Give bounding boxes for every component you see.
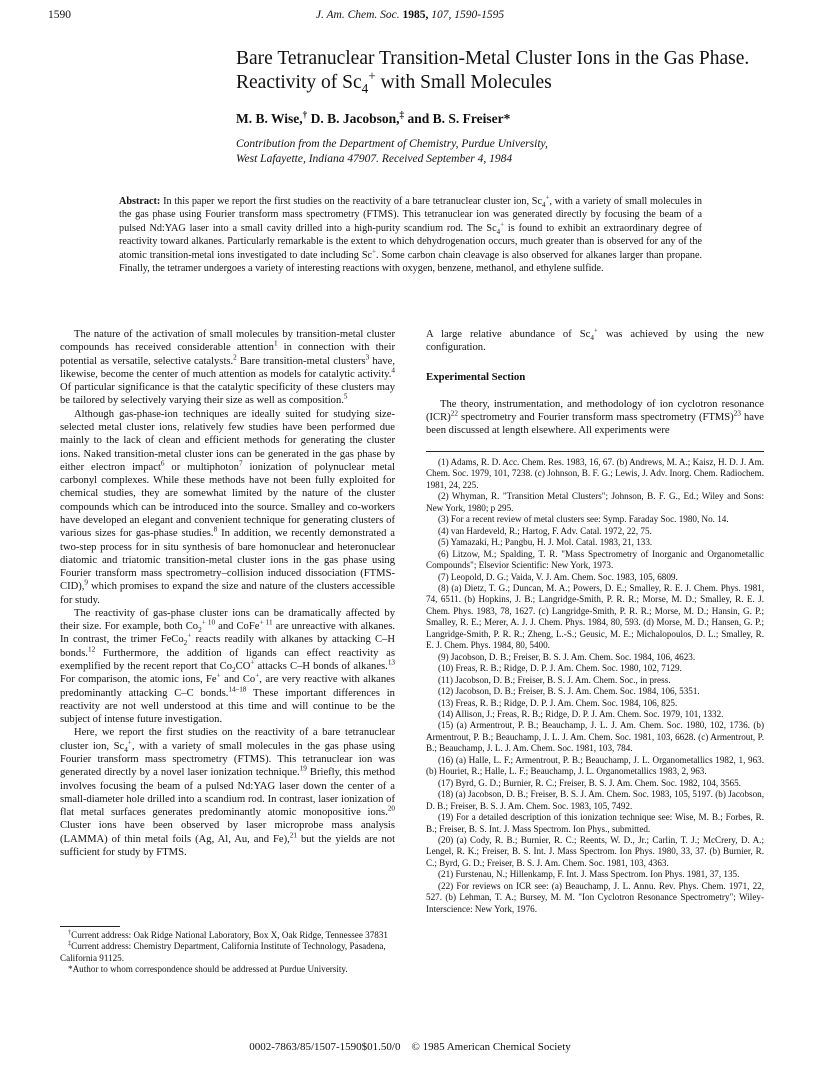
footnote: ‡Current address: Chemistry Department, California Institute of Technology, Pasadena, California 91125.: [60, 940, 386, 963]
reference-item: (13) Freas, R. B.; Ridge, D. P. J. Am. Chem. Soc. 1984, 106, 825.: [438, 697, 678, 708]
reference-item: (22) For reviews on ICR see: (a) Beauchamp, J. L. Annu. Rev. Phys. Chem. 1971, 22, 527. (b) Lehman, T. A.; Bursey, M. M. "Ion Cyclotron Resonance Spectrometry"; Wiley-Interscience: New York, 1976.: [426, 880, 764, 914]
author-list: M. B. Wise,† D. B. Jacobson,‡ and B. S. Freiser*: [236, 109, 511, 126]
reference-item: (17) Byrd, G. D.; Burnier, R. C.; Freiser, B. S. J. Am. Chem. Soc. 1982, 104, 3565.: [438, 777, 741, 788]
page-number: 1590: [48, 9, 71, 21]
running-head: [0, 9, 820, 21]
reference-item: (15) (a) Armentrout, P. B.; Beauchamp, J. L. J. Am. Chem. Soc. 1980, 102, 1736. (b) Armentrout, P. B.; Beauchamp, J. L. J. Am. Chem. Soc. 1981, 103, 6628. (c) Armentrout, P. B.; Beauchamp, J. L. J. Am. Chem. Soc. 1981, 103, 784.: [426, 720, 764, 754]
reference-item: (1) Adams, R. D. Acc. Chem. Res. 1983, 16, 67. (b) Andrews, M. A.; Kaisz, H. D. J. Am. Chem. Soc. 1979, 101, 7238. (c) Johnson, B. F. G.; Lewis, J. Adv. Inorg. Chem. Radiochem. 1981, 24, 225.: [426, 457, 764, 490]
abstract-label: Abstract:: [119, 196, 161, 207]
references-rule: [426, 451, 764, 452]
copyright: © 1985 American Chemical Society: [411, 1041, 571, 1053]
footnote: *Author to whom correspondence should be addressed at Purdue University.: [68, 964, 348, 975]
author-footnotes: [60, 926, 395, 976]
page-footer: [0, 1041, 820, 1053]
article-code: 0002-7863/85/1507-1590$01.50/0: [249, 1041, 401, 1053]
body-column-right: [426, 328, 764, 438]
reference-item: (6) Litzow, M.; Spalding, T. R. "Mass Spectrometry of Inorganic and Organometallic Compounds"; Elsevior Scientific: New York, 1973.: [426, 548, 764, 571]
reference-item: (11) Jacobson, D. B.; Freiser, B. S. J. Am. Chem. Soc., in press.: [438, 674, 671, 685]
reference-item: (21) Furstenau, N.; Hillenkamp, F. Int. J. Mass Spectrom. Ion Phys. 1981, 37, 135.: [438, 869, 740, 880]
reference-item: (10) Freas, R. B.; Ridge, D. P. J. Am. Chem. Soc. 1980, 102, 7129.: [438, 663, 682, 674]
section-heading: Experimental Section: [426, 370, 526, 383]
reference-item: (3) For a recent review of metal clusters see: Symp. Faraday Soc. 1980, No. 14.: [438, 514, 729, 525]
received-date: Received September 4, 1984: [381, 153, 513, 165]
affiliation: Contribution from the Department of Chemistry, Purdue University, West Lafayette, Indiana 47907. Received September 4, 1984: [236, 138, 548, 165]
abstract: Abstract: In this paper we report the first studies on the reactivity of a bare tetranuclear cluster ion, $Sc_4^+$, with a variety of small molecules in the gas phase using Fourier transform mass spectrometry (FTMS). This tetranuclear ion was generated directly by focusing the beam of a pulsed Nd:YAG laser into a small cavity drilled into a high-purity scandium rod. The $Sc_4^+$ is found to exhibit an extraordinary degree of reactivity toward alkanes. Particularly remarkable is the extent to which dehydrogenation occurs, much greater than is observed for any of the atomic transition-metal ions investigated to date including Sc+. Some carbon chain cleavage is also observed for alkanes larger than propane. Finally, the tetramer undergoes a variety of interesting reactions with oxygen, benzene, methanol, and ethylene sulfide.: [119, 194, 703, 275]
reference-item: (16) (a) Halle, L. F.; Armentrout, P. B.; Beauchamp, J. L. Organometallics 1982, 1, 963. (b) Houriet, R.; Halle, L. F.; Beauchamp, J. L. Organometallics 1983, 2, 963.: [426, 754, 764, 777]
reference-item: (8) (a) Dietz, T. G.; Duncan, M. A.; Powers, D. E.; Smalley, R. E. J. Chem. Phys. 1981, 74, 6511. (b) Hopkins, J. B.; Langridge-Smith, P. R. R.; Morse, M. D.; Smalley, R. E. J. Chem. Phys. 1983, 78, 1627. (c) Langridge-Smith, P. R. R.; Morse, M. D.; Hansin, G. P.; Smalley, R. E.; Merer, A. J. J. Chem. Phys. 1984, 80, 593. (d) Morse, M. D.; Hansen, G. P.; Langridge-Smith, P. R. R.; Zheng, L.-S.; Geusic, M. E.; Michalopoulos, D. L.; Smalley, R. E. J. Chem. Phys. 1984, 80, 5400.: [426, 582, 764, 651]
article-title: Bare Tetranuclear Transition-Metal Cluster Ions in the Gas Phase. Reactivity of $Sc_4^+$ with Small Molecules: [236, 48, 750, 96]
journal-volume: 107, 1590-1595: [431, 9, 505, 21]
reference-item: (9) Jacobson, D. B.; Freiser, B. S. J. Am. Chem. Soc. 1984, 106, 4623.: [438, 651, 696, 662]
reference-list: [426, 451, 764, 915]
reference-item: (5) Yamazaki, H.; Pangbu, H. J. Mol. Catal. 1983, 21, 133.: [438, 537, 653, 548]
body-column-left: [60, 328, 395, 859]
footnote: †Current address: Oak Ridge National Laboratory, Box X, Oak Ridge, Tennessee 37831: [68, 928, 388, 940]
reference-item: (18) (a) Jacobson, D. B.; Freiser, B. S. J. Am. Chem. Soc. 1983, 105, 5197. (b) Jacobson, D. B.; Freiser, B. S. J. Am. Chem. Soc. 1983, 105, 7492.: [426, 789, 764, 811]
reference-item: (14) Allison, J.; Freas, R. B.; Ridge, D. P. J. Am. Chem. Soc. 1979, 101, 1332.: [438, 708, 724, 719]
paragraph: The nature of the activation of small molecules by transition-metal cluster compounds has received considerable attention$^1$ in connection with their potential as versatile, selective catalysts.$^2$ Bare transition-metal clusters$^3$ have, likewise, become the center of much attention as models for catalytic activity.$^4$ Of particular significance is that the catalytic specificity of these clusters may be tailored by selectively varying their size as well as composition.$^5$: [60, 329, 396, 407]
reference-item: (20) (a) Cody, R. B.; Burnier, R. C.; Reents, W. D., Jr.; Carlin, T. J.; McCrery, D. A.; Lengel, R. K.; Freiser, B. S. Int. J. Mass Spectrom. Ion Phys. 1980, 33, 37. (b) Burnier, R. C.; Byrd, G. D.; Freiser, B. S. J. Am. Chem. Soc. 1981, 103, 4363.: [426, 834, 764, 868]
footnote-rule: [60, 926, 120, 927]
paragraph: The theory, instrumentation, and methodology of ion cyclotron resonance (ICR)$^{22}$ spectrometry and Fourier transform mass spectrometry (FTMS)$^{23}$ have been discussed at length elsewhere. All experiments were: [426, 398, 764, 437]
reference-item: (12) Jacobson, D. B.; Freiser, B. S. J. Am. Chem. Soc. 1984, 106, 5351.: [438, 686, 700, 697]
paragraph: Although gas-phase-ion techniques are ideally suited for studying size-selected metal cluster ions, relatively few studies have been performed due mainly to the lack of clean and efficient methods for generating the cluster ions. Naked transition-metal cluster ions can be generated in the gas phase by either electron impact$^6$ or multiphoton$^7$ ionization of polynuclear metal carbonyl complexes. While these methods have not been fully exploited for chemical studies, they are somewhat limited by the nature of the cluster compounds which can be introduced into the source. Smalley and co-workers have developed an elegant and convenient technique for generating clusters of various sizes for gas-phase studies.$^8$ In addition, we recently demonstrated a two-step process for in situ synthesis of bare homonuclear and heteronuclear diatomic and triatomic transition-metal cluster ions in the gas phase using Fourier transform mass spectrometry–collision induced dissociation (FTMS-CID),$^9$ which promises to expand the size and nature of the clusters accessible for study.: [60, 408, 395, 606]
paragraph: A large relative abundance of $Sc_4^+$ was achieved by using the new configuration.: [426, 326, 765, 354]
journal-year: 1985,: [402, 9, 429, 21]
reference-item: (7) Leopold, D. G.; Vaida, V. J. Am. Chem. Soc. 1983, 105, 6809.: [438, 571, 678, 582]
reference-item: (2) Whyman, R. "Transition Metal Clusters"; Johnson, B. F. G., Ed.; Wiley and Sons: New York, 1980; p 295.: [426, 491, 764, 513]
paragraph: Here, we report the first studies on the reactivity of a bare tetranuclear cluster ion, $Sc_4^+$, with a variety of small molecules in the gas phase using Fourier transform mass spectrometry (FTMS). This tetranuclear ion was generated directly by a novel laser ionization technique.$^{19}$ Briefly, this method involves focusing the beam of a pulsed Nd:YAG laser down the center of a small-diameter hole drilled into a scandium rod. In contrast, laser ionization of flat metal surfaces generates predominantly atomic monopositive ions.$^{20}$ Cluster ions have been observed by laser microprobe mass analysis (LAMMA) of thin metal foils (Ag, Al, Au, and Fe),$^{21}$ but the yields are not sufficient for study by FTMS.: [60, 727, 396, 858]
journal-name: J. Am. Chem. Soc.: [315, 9, 400, 21]
reference-item: (4) van Hardeveld, R.; Hartog, F. Adv. Catal. 1972, 22, 75.: [438, 525, 652, 536]
reference-item: (19) For a detailed description of this ionization technique see: Wise, M. B.; Forbes, R. B.; Freiser, B. S. Int. J. Mass Spectrom. Ion Phys., submitted.: [426, 812, 764, 834]
paragraph: The reactivity of gas-phase cluster ions can be dramatically affected by their size. For example, both $Co_2^{+ 10}$ and CoFe$^{+ 11}$ are unreactive with alkanes. In contrast, the trimer FeCo$_2$+ reacts readily with alkanes by attacking C–H bonds.$^{12}$ Furthermore, the addition of ligands can effect reactivity as exemplified by the recent report that $Co_2CO^+$ attacks C–H bonds of alkanes.$^{13}$ For comparison, the atomic ions, Fe+ and Co+, are very reactive with alkanes predominantly attacking C–C bonds.$^{14-18}$ These important differences in reactivity are not well understood at this time and will continue to be the subject of intense future investigation.: [60, 607, 395, 726]
